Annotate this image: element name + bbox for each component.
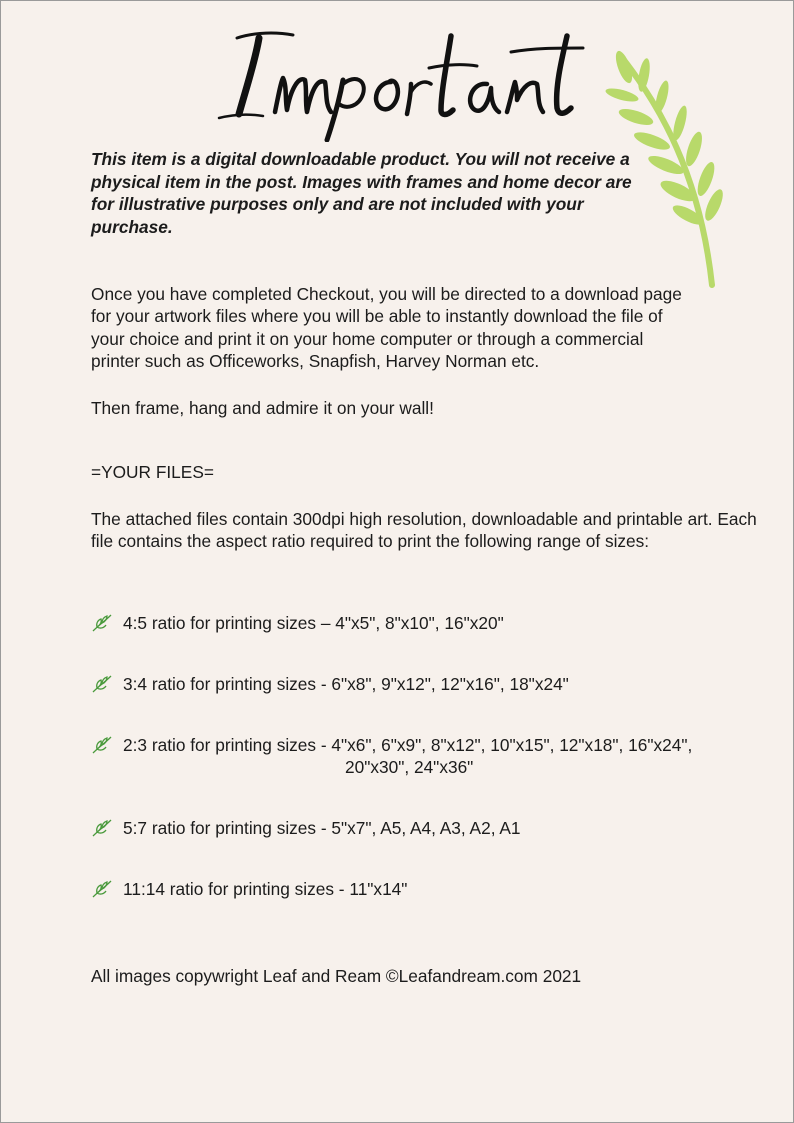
copyright-footer: All images copywright Leaf and Ream ©Leafandream.com 2021 xyxy=(91,966,582,986)
ratio-item-text: 11:14 ratio for printing sizes - 11"x14" xyxy=(123,879,408,899)
leaf-icon xyxy=(91,674,113,694)
ratio-item-text: 5:7 ratio for printing sizes - 5"x7", A5, A4, A3, A2, A1 xyxy=(123,818,521,838)
ratio-item-continuation: 20"x30", 24"x36" xyxy=(345,757,474,777)
ratio-item-text: 3:4 ratio for printing sizes - 6"x8", 9"x12", 12"x16", 18"x24" xyxy=(123,674,569,694)
files-heading: =YOUR FILES= xyxy=(91,462,214,482)
leaf-icon xyxy=(91,879,113,899)
files-intro-paragraph: The attached files contain 300dpi high resolution, downloadable and printable art. Each file contains the aspect ratio required to print the following range of sizes: xyxy=(91,509,757,552)
checkout-paragraph: Once you have completed Checkout, you will be directed to a download page for your artwork files where you will be able to instantly download the file of your choice and print it on your home computer or through a commercial printer such as Officeworks, Snapfish, Harvey Norman etc. xyxy=(91,284,682,371)
ratio-item-text: 4:5 ratio for printing sizes – 4"x5", 8"x10", 16"x20" xyxy=(123,613,504,633)
digital-product-notice: This item is a digital downloadable product. You will not receive a physical item in the post. Images with frames and home decor are for illustrative purposes only and are not included with your purchase. xyxy=(91,149,632,237)
ratio-item-text: 2:3 ratio for printing sizes - 4"x6", 6"x9", 8"x12", 10"x15", 12"x18", 16"x24", xyxy=(123,735,693,755)
leaf-icon xyxy=(91,735,113,755)
leaf-icon xyxy=(91,613,113,633)
frame-paragraph: Then frame, hang and admire it on your wall! xyxy=(91,398,434,418)
leaf-icon xyxy=(91,818,113,838)
page-title xyxy=(215,22,585,142)
brush-title-lettering xyxy=(215,22,585,142)
